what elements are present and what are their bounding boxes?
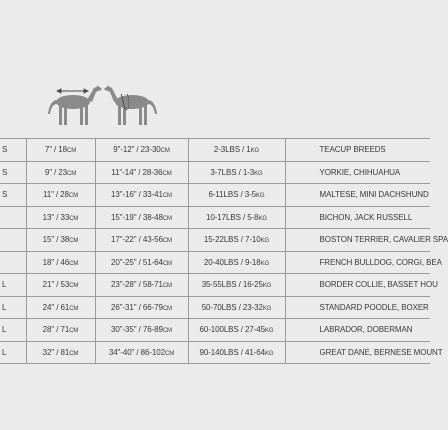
table-row	[0, 139, 430, 162]
length-cell: 28" / 71CM	[26, 319, 95, 342]
weight-cell: 35-55LBS / 16-25KG	[188, 274, 285, 297]
size-cell: L	[0, 319, 26, 342]
girth-cell: 15"-19" / 38-48CM	[95, 206, 188, 229]
breeds-cell: GREAT DANE, BERNESE MOUNT	[285, 341, 430, 364]
length-cell: 18" / 46CM	[26, 251, 95, 274]
length-cell: 11" / 28CM	[26, 184, 95, 207]
size-cell: S	[0, 184, 26, 207]
breeds-cell: BORDER COLLIE, BASSET HOU	[285, 274, 430, 297]
table-row	[0, 161, 430, 184]
breeds-cell: FRENCH BULLDOG, CORGI, BEA	[285, 251, 430, 274]
breeds-cell: TEACUP BREEDS	[285, 139, 430, 162]
weight-cell: 6-11LBS / 3-5KG	[188, 184, 285, 207]
girth-cell: 30"-35" / 76-89CM	[95, 319, 188, 342]
length-cell: 21" / 53CM	[26, 274, 95, 297]
breeds-cell: MALTESE, MINI DACHSHUND	[285, 184, 430, 207]
breeds-cell: BICHON, JACK RUSSELL	[285, 206, 430, 229]
length-cell: 9" / 23CM	[26, 161, 95, 184]
table-row	[0, 274, 430, 297]
size-cell: L	[0, 341, 26, 364]
size-cell: S	[0, 161, 26, 184]
length-cell: 32" / 81CM	[26, 341, 95, 364]
girth-cell: 17"-22" / 43-56CM	[95, 229, 188, 252]
table-row	[0, 341, 430, 364]
weight-cell: 20-40LBS / 9-18KG	[188, 251, 285, 274]
table-row	[0, 296, 430, 319]
table-row	[0, 206, 430, 229]
dog-length-icon	[48, 85, 102, 125]
size-cell	[0, 229, 26, 252]
weight-cell: 90-140LBS / 41-64KG	[188, 341, 285, 364]
size-cell	[0, 251, 26, 274]
girth-cell: 23"-28" / 58-71CM	[95, 274, 188, 297]
table-row	[0, 184, 430, 207]
dog-girth-icon	[104, 85, 157, 125]
size-cell: L	[0, 296, 26, 319]
table-row	[0, 229, 430, 252]
weight-cell: 2-3LBS / 1KG	[188, 139, 285, 162]
weight-cell: 10-17LBS / 5-8KG	[188, 206, 285, 229]
girth-cell: 34"-40" / 86-102CM	[95, 341, 188, 364]
girth-cell: 9"-12" / 23-30CM	[95, 139, 188, 162]
length-cell: 7" / 18CM	[26, 139, 95, 162]
length-cell: 13" / 33CM	[26, 206, 95, 229]
weight-cell: 50-70LBS / 23-32KG	[188, 296, 285, 319]
breeds-cell: LABRADOR, DOBERMAN	[285, 319, 430, 342]
girth-cell: 13"-16" / 33-41CM	[95, 184, 188, 207]
size-cell	[0, 206, 26, 229]
breeds-cell: YORKIE, CHIHUAHUA	[285, 161, 430, 184]
table-row	[0, 319, 430, 342]
weight-cell: 15-22LBS / 7-10KG	[188, 229, 285, 252]
table-row	[0, 251, 430, 274]
girth-cell: 26"-31" / 66-79CM	[95, 296, 188, 319]
breeds-cell: BOSTON TERRIER, CAVALIER SPA	[285, 229, 430, 252]
length-cell: 24" / 61CM	[26, 296, 95, 319]
size-chart-table	[0, 138, 448, 364]
size-cell: L	[0, 274, 26, 297]
girth-cell: 11"-14" / 28-36CM	[95, 161, 188, 184]
length-cell: 15" / 38CM	[26, 229, 95, 252]
size-cell: S	[0, 139, 26, 162]
weight-cell: 60-100LBS / 27-45KG	[188, 319, 285, 342]
girth-cell: 20"-25" / 51-64CM	[95, 251, 188, 274]
breeds-cell: STANDARD POODLE, BOXER	[285, 296, 430, 319]
weight-cell: 3-7LBS / 1-3KG	[188, 161, 285, 184]
measurement-illustration	[44, 80, 164, 130]
